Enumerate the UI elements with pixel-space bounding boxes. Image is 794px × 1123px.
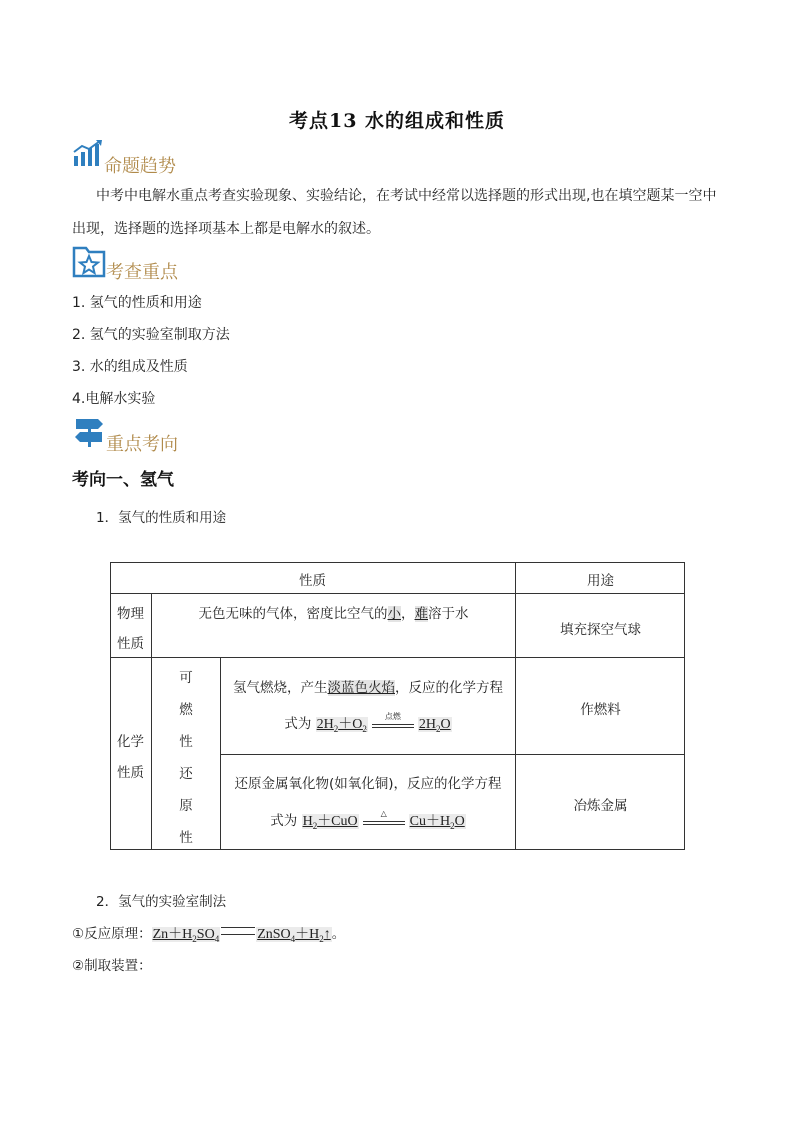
section-heading-trend: 命题趋势 <box>104 156 176 177</box>
page-title: 考点13 水的组成和性质 <box>288 110 506 132</box>
reduction-desc-line1: 还原金属氧化物(如氧化铜)，反应的化学方程 <box>234 776 502 792</box>
reduction-equation-right: $Cu+H_2O$ <box>409 814 465 831</box>
direction-1-heading: 考向一、氢气 <box>72 470 174 490</box>
key-point-item-4: 4.电解水实验 <box>72 391 156 407</box>
reducibility-char-1: 还 <box>179 766 193 782</box>
combustion-desc-line2 <box>221 712 515 734</box>
apparatus-label: ②制取装置： <box>72 958 152 974</box>
header-property: 性质 <box>299 573 326 589</box>
combustion-equation-left: $2H_2+O_2$ <box>316 717 367 734</box>
trend-paragraph-line2: 出现，选择题的选择项基本上都是电解水的叙述。 <box>72 221 380 237</box>
hydrogen-properties-table <box>110 562 685 850</box>
phys-desc-mid: ， <box>401 606 415 622</box>
phys-use: 填充探空气球 <box>560 622 641 638</box>
principle-equals-sign <box>221 927 255 935</box>
chem-label-line2: 性质 <box>117 765 144 781</box>
chem-label-line1: 化学 <box>117 734 144 750</box>
combustion-equation-right: $2H_2O$ <box>418 717 451 734</box>
reduction-condition: △ <box>361 811 407 829</box>
phys-desc-pre: 无色无味的气体，密度比空气的 <box>198 606 388 622</box>
comb-line2-pre: 式为 <box>284 716 312 732</box>
key-point-item-1: 1. 氢气的性质和用途 <box>72 295 202 311</box>
bar-chart-trend-icon <box>72 140 104 168</box>
reducibility-char-2: 原 <box>179 798 193 814</box>
star-folder-icon <box>72 244 106 278</box>
phys-label-line2: 性质 <box>117 636 144 652</box>
principle-end: 。 <box>331 926 346 942</box>
comb-line1-post: ，反应的化学方程 <box>395 680 503 696</box>
signpost-icon <box>72 416 106 448</box>
reduction-use: 冶炼金属 <box>573 798 628 814</box>
comb-line1-highlight: 淡蓝色火焰 <box>327 680 395 696</box>
phys-desc-hard: 难 <box>414 606 428 622</box>
principle-label: ①反应原理： <box>72 926 152 942</box>
trend-paragraph-line1: 中考中电解水重点考查实验现象、实验结论，在考试中经常以选择题的形式出现,也在填空题某一空中 <box>96 188 717 204</box>
phys-desc-small: 小 <box>387 606 401 622</box>
principle-equation-right: $ZnSO_4+H_2↑$ <box>257 927 331 944</box>
combustion-condition: 点燃 <box>370 714 416 732</box>
phys-label-line1: 物理 <box>117 606 144 622</box>
reduction-equation-left: $H_2+CuO$ <box>302 814 358 831</box>
combustibility-char-1: 可 <box>179 670 193 686</box>
key-point-item-3: 3. 水的组成及性质 <box>72 359 188 375</box>
phys-desc-post: 溶于水 <box>428 606 469 622</box>
direction-1-sub1: 1．氢气的性质和用途 <box>96 510 227 526</box>
key-point-item-2: 2. 氢气的实验室制取方法 <box>72 327 230 343</box>
reducibility-char-3: 性 <box>179 830 193 846</box>
combustion-desc-line1 <box>221 676 515 696</box>
combustion-use: 作燃料 <box>580 702 621 718</box>
red-line2-pre: 式为 <box>270 813 298 829</box>
section-heading-key-points: 考查重点 <box>106 262 178 283</box>
comb-line1-pre: 氢气燃烧，产生 <box>233 680 328 696</box>
phys-description <box>152 602 515 622</box>
reaction-principle <box>72 922 345 944</box>
section-heading-directions: 重点考向 <box>106 434 178 455</box>
header-use: 用途 <box>587 573 614 589</box>
reduction-desc-line2 <box>221 809 515 831</box>
principle-equation-left: $Zn+H_2SO_4$ <box>152 927 220 944</box>
combustibility-char-3: 性 <box>179 734 193 750</box>
direction-1-sub2: 2．氢气的实验室制法 <box>96 894 227 910</box>
combustibility-char-2: 燃 <box>179 702 193 718</box>
